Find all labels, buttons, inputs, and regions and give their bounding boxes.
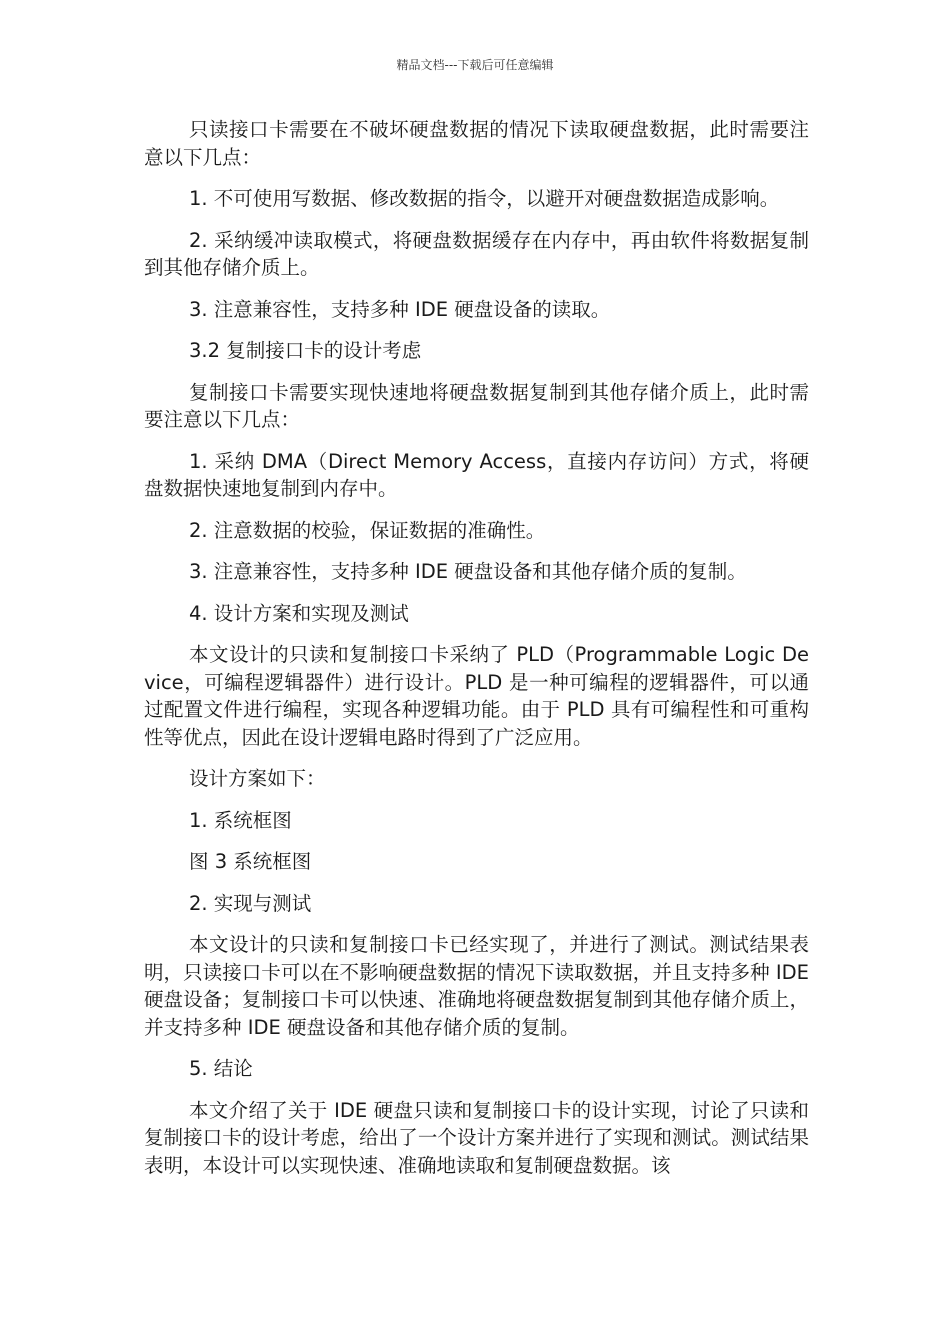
paragraph-design-plan: 设计方案如下： xyxy=(189,767,326,790)
paragraph-test-results: 本文设计的只读和复制接口卡已经实现了，并进行了测试。测试结果表明，只读接口卡可以在不影响硬盘数据的情况下读取数据，并且支持多种 IDE 硬盘设备；复制接口卡可以快速、准确地将硬盘数据复制到其他存储介质上，并支持多种 IDE 硬盘设备和其他存储介质的复制。 xyxy=(144,933,809,1039)
list-item-dma: 1. 采纳 DMA（Direct Memory Access，直接内存访问）方式，将硬盘数据快速地复制到内存中。 xyxy=(144,449,809,500)
list-item-system-diagram: 1. 系统框图 xyxy=(189,808,292,832)
section-heading-conclusion: 5. 结论 xyxy=(189,1057,253,1080)
document-body xyxy=(144,116,809,1193)
list-item-implementation-test: 2. 实现与测试 xyxy=(189,891,312,915)
page-header: 精品文档---下载后可任意编辑 xyxy=(396,58,554,72)
paragraph-copy-intro: 复制接口卡需要实现快速地将硬盘数据复制到其他存储介质上，此时需要注意以下几点： xyxy=(144,380,809,431)
paragraph-readonly-intro: 只读接口卡需要在不破坏硬盘数据的情况下读取硬盘数据，此时需要注意以下几点： xyxy=(144,118,809,169)
section-heading-copy-card: 3.2 复制接口卡的设计考虑 xyxy=(189,339,422,362)
paragraph-pld: 本文设计的只读和复制接口卡采纳了 PLD（Programmable Logic Device，可编程逻辑器件）进行设计。PLD 是一种可编程的逻辑器件，可以通过配置文件进行编程，实现各种逻辑功能。由于 PLD 具有可编程性和可重构性等优点，因此在设计逻辑电路时得到了广泛应用。 xyxy=(144,643,809,749)
list-item-compatibility-read: 3. 注意兼容性，支持多种 IDE 硬盘设备的读取。 xyxy=(189,297,611,321)
list-item-checksum: 2. 注意数据的校验，保证数据的准确性。 xyxy=(189,518,546,542)
list-item-buffered-read: 2. 采纳缓冲读取模式，将硬盘数据缓存在内存中，再由软件将数据复制到其他存储介质上。 xyxy=(144,228,809,279)
section-heading-design: 4. 设计方案和实现及测试 xyxy=(189,601,409,625)
figure-caption: 图 3 系统框图 xyxy=(189,850,312,873)
list-item-compatibility-copy: 3. 注意兼容性，支持多种 IDE 硬盘设备和其他存储介质的复制。 xyxy=(189,560,747,583)
paragraph-conclusion: 本文介绍了关于 IDE 硬盘只读和复制接口卡的设计实现，讨论了只读和复制接口卡的设计考虑，给出了一个设计方案并进行了实现和测试。测试结果表明，本设计可以实现快速、准确地读取和复制硬盘数据。该 xyxy=(144,1098,809,1177)
list-item-no-write: 1. 不可使用写数据、修改数据的指令，以避开对硬盘数据造成影响。 xyxy=(189,187,780,210)
